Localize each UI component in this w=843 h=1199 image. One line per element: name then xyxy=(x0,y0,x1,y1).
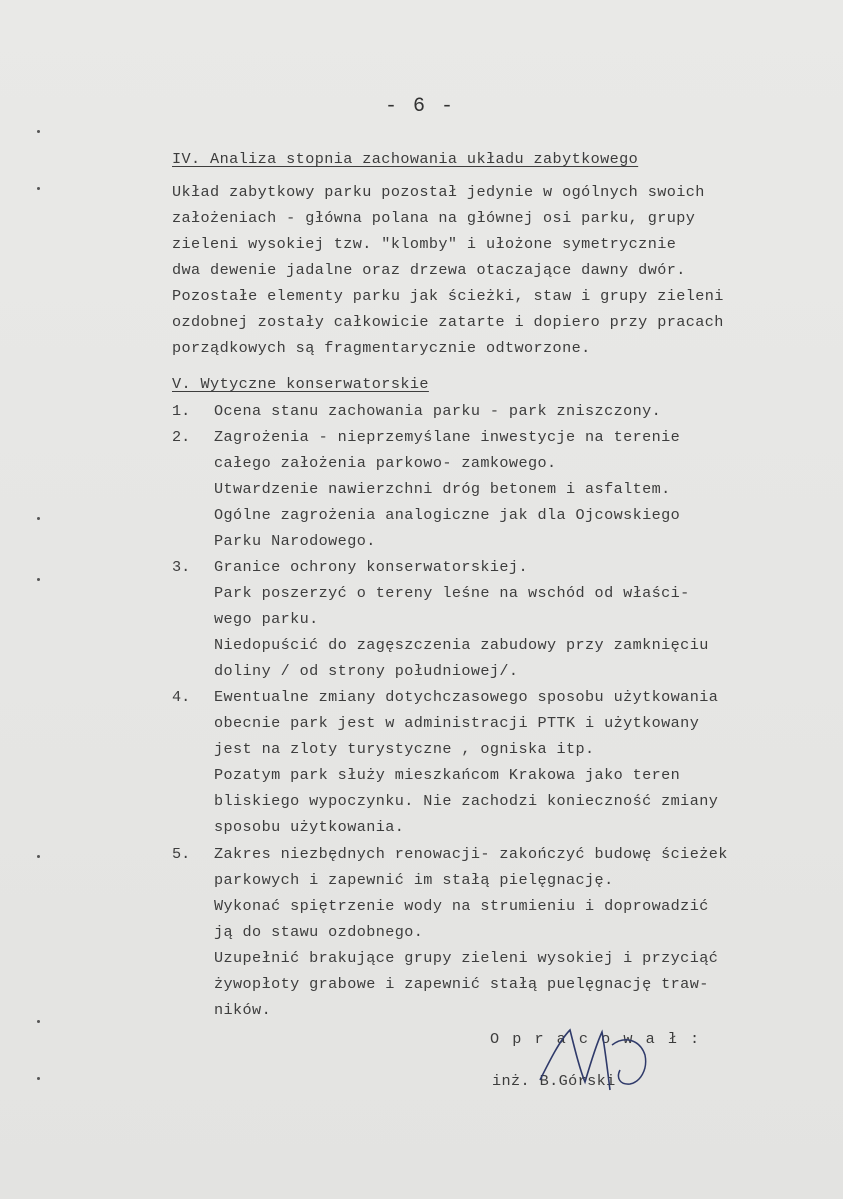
item-number: 2. xyxy=(172,428,191,446)
punch-mark xyxy=(37,187,40,190)
item-line: Wykonać spiętrzenie wody na strumieniu i doprowadzić xyxy=(214,897,709,915)
item-line: Zagrożenia - nieprzemyślane inwestycje na terenie xyxy=(214,428,681,446)
handwritten-signature xyxy=(530,1020,660,1100)
item-line: ją do stawu ozdobnego. xyxy=(214,923,424,941)
section-4-heading: IV. Analiza stopnia zachowania układu zabytkowego xyxy=(172,150,639,168)
item-line: Ocena stanu zachowania parku - park zniszczony. xyxy=(214,402,662,420)
item-line: parkowych i zapewnić im stałą pielęgnację. xyxy=(214,871,614,889)
item-line: sposobu użytkowania. xyxy=(214,818,405,836)
item-line: całego założenia parkowo- zamkowego. xyxy=(214,454,557,472)
item-number: 4. xyxy=(172,688,191,706)
item-line: doliny / od strony południowej/. xyxy=(214,662,519,680)
section-4-line: Układ zabytkowy parku pozostał jedynie w ogólnych swoich xyxy=(172,183,705,201)
item-line: Parku Narodowego. xyxy=(214,532,376,550)
punch-mark xyxy=(37,1020,40,1023)
section-4-line: Pozostałe elementy parku jak ścieżki, staw i grupy zieleni xyxy=(172,287,724,305)
author-name: inż. B.Górski xyxy=(492,1072,616,1090)
punch-mark xyxy=(37,855,40,858)
section-4-line: dwa dewenie jadalne oraz drzewa otaczające dawny dwór. xyxy=(172,261,686,279)
item-line: Ewentualne zmiany dotychczasowego sposobu użytkowania xyxy=(214,688,719,706)
item-line: Uzupełnić brakujące grupy zieleni wysokiej i przyciąć xyxy=(214,949,719,967)
item-line: Park poszerzyć o tereny leśne na wschód od właści- xyxy=(214,584,690,602)
item-line: Zakres niezbędnych renowacji- zakończyć budowę ścieżek xyxy=(214,845,728,863)
item-line: ników. xyxy=(214,1001,272,1019)
section-4-line: porządkowych są fragmentarycznie odtworzone. xyxy=(172,339,591,357)
item-line: Pozatym park służy mieszkańcom Krakowa jako teren xyxy=(214,766,681,784)
item-number: 1. xyxy=(172,402,191,420)
item-line: obecnie park jest w administracji PTTK i użytkowany xyxy=(214,714,700,732)
section-4-line: ozdobnej zostały całkowicie zatarte i dopiero przy pracach xyxy=(172,313,724,331)
punch-mark xyxy=(37,578,40,581)
item-line: Niedopuścić do zagęszczenia zabudowy przy zamknięciu xyxy=(214,636,709,654)
section-4-line: założeniach - główna polana na głównej osi parku, grupy xyxy=(172,209,696,227)
item-line: Granice ochrony konserwatorskiej. xyxy=(214,558,528,576)
item-number: 3. xyxy=(172,558,191,576)
item-line: bliskiego wypoczynku. Nie zachodzi konieczność zmiany xyxy=(214,792,719,810)
section-4-line: zieleni wysokiej tzw. "klomby" i ułożone symetrycznie xyxy=(172,235,677,253)
punch-mark xyxy=(37,130,40,133)
item-line: Ogólne zagrożenia analogiczne jak dla Ojcowskiego xyxy=(214,506,681,524)
page-number: - 6 - xyxy=(385,95,456,118)
prepared-by-label: O p r a c o w a ł : xyxy=(490,1030,702,1048)
punch-mark xyxy=(37,1077,40,1080)
item-line: jest na zloty turystyczne , ogniska itp. xyxy=(214,740,595,758)
item-line: żywopłoty grabowe i zapewnić stałą puelęgnację traw- xyxy=(214,975,709,993)
item-line: wego parku. xyxy=(214,610,319,628)
section-5-heading: V. Wytyczne konserwatorskie xyxy=(172,375,429,393)
item-number: 5. xyxy=(172,845,191,863)
item-line: Utwardzenie nawierzchni dróg betonem i asfaltem. xyxy=(214,480,671,498)
punch-mark xyxy=(37,517,40,520)
